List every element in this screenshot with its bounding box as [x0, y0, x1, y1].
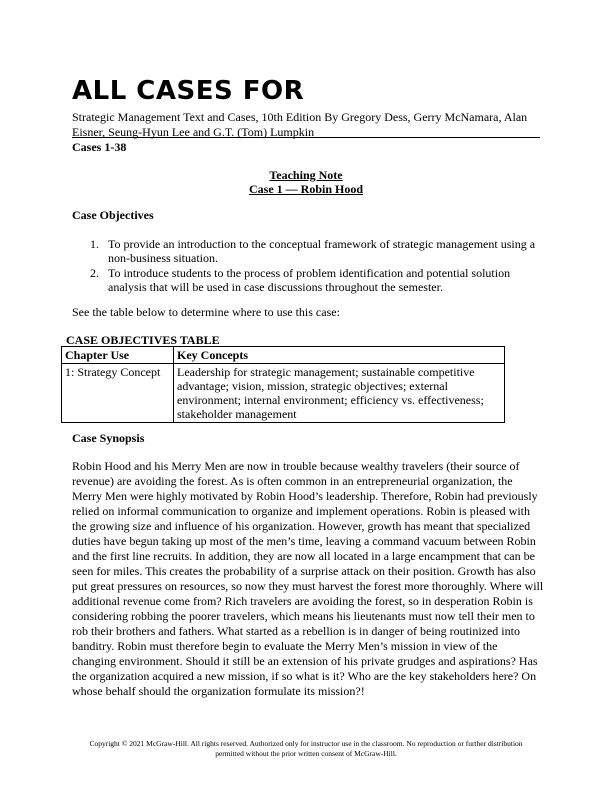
- book-subtitle: Strategic Management Text and Cases, 10th Edition By Gregory Dess, Gerry McNamara, Alan Eisner, Seung-Hyun Lee and G.T. (Tom) Lumpkin: [72, 110, 528, 139]
- list-item: [90, 237, 540, 265]
- table-row: [62, 364, 505, 423]
- table-title: CASE OBJECTIVES TABLE: [66, 333, 220, 347]
- footer-line: Copyright © 2021 McGraw-Hill. All rights reserved. Authorized only for instructor use in the classroom. No reproduction or further distribution: [89, 739, 523, 748]
- column-header-concepts: Key Concepts: [174, 347, 505, 364]
- copyright-footer: [60, 739, 552, 758]
- column-header-chapter: Chapter Use: [62, 347, 174, 364]
- teaching-note-title: Teaching Note: [269, 168, 343, 182]
- see-table-text: See the table below to determine where to use this case:: [72, 305, 340, 319]
- list-number: 2.: [90, 266, 99, 280]
- list-item: [90, 266, 540, 294]
- header-divider: [72, 137, 540, 138]
- cases-range: Cases 1-38: [72, 140, 127, 154]
- list-number: 1.: [90, 237, 99, 251]
- case-title: Case 1 — Robin Hood: [248, 182, 364, 196]
- objectives-list: [90, 237, 540, 295]
- case-objectives-table: [61, 346, 505, 423]
- concepts-cell: Leadership for strategic management; sustainable competitive advantage; vision, mission, strategic objectives; external environment; internal environment; efficiency vs. effectiveness; stakeholder management: [174, 364, 505, 423]
- objectives-heading: Case Objectives: [72, 208, 154, 222]
- document-title: ALL CASES FOR: [72, 76, 305, 106]
- synopsis-heading: Case Synopsis: [72, 431, 145, 445]
- chapter-cell: 1: Strategy Concept: [62, 364, 174, 423]
- synopsis-paragraph: Robin Hood and his Merry Men are now in trouble because wealthy travelers (their source of revenue) are avoiding the forest. As is often common in an entrepreneurial organization, the Merry Men were highly motivated by Robin Hood’s leadership. Therefore, Robin had previously relied on informal communication to organize and implement operations. Robin is pleased with the growing size and influence of his organization. However, growth has meant that specialized duties have begun taking up most of the men’s time, leaving a command vacuum between Robin and the first line recruits. In addition, they are now all located in a large encampment that can be seen for miles. This creates the probability of a surprise attack on their position. Growth has also put great pressures on resources, so now they must harvest the forest more thoroughly. Where will additional revenue come from? Rich travelers are avoiding the forest, so in desperation Robin is considering robbing the poorer travelers, which means his lieutenants must now tell their men to rob their brothers and fathers. What started as a rebellion is in danger of being routinized into banditry. Robin must therefore begin to evaluate the Merry Men’s mission in view of the changing environment. Should it still be an extension of his private grudges and aspirations? Has the organization acquired a new mission, if so what is it? Who are the key stakeholders here? On whose behalf should the organization formulate its mission?!: [72, 459, 544, 698]
- footer-line: permitted without the prior written consent of McGraw-Hill.: [215, 748, 397, 758]
- table-header-row: [62, 347, 505, 364]
- objective-text: To provide an introduction to the conceptual framework of strategic management using a non-business situation.: [108, 237, 536, 265]
- objective-text: To introduce students to the process of problem identification and potential solution analysis that will be used in case discussions throughout the semester.: [108, 266, 511, 294]
- teaching-note-heading: [0, 168, 612, 196]
